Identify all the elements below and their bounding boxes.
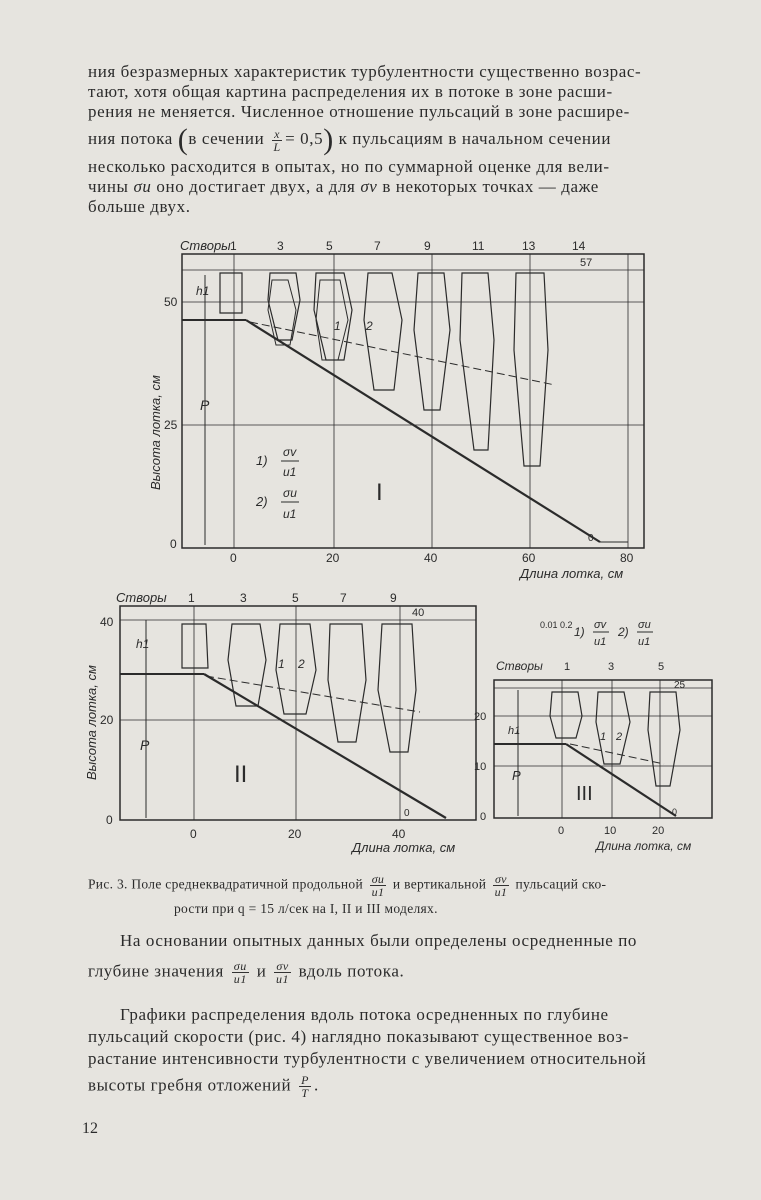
legend-fraction-top: σu [638,619,651,631]
legend-fraction-bottom: u1 [594,636,607,648]
text-line: несколько расходится в опытах, но по суммарной оценке для вели- [88,157,610,177]
y-tick: 0 [170,537,177,551]
section-label: 9 [390,591,397,605]
fraction: $\frac{\sigma u}{u1}$ [371,872,385,899]
x-tick: 0 [230,551,237,565]
curve-2-label: 2 [366,319,373,333]
legend-fraction-bottom: u1 [638,636,651,648]
text-line: ния безразмерных характеристик турбулентности существенно возрас- [88,62,642,81]
section-label: 11 [472,239,485,253]
text-fragment: к пульсациям в начальном сечении [338,129,612,148]
text-line: пульсаций скорости (рис. 4) наглядно показывают существенное воз- [88,1027,629,1046]
y-tick: 50 [164,295,178,309]
section-label: 5 [658,661,665,673]
x-end-mark: 0 [672,807,678,817]
figure-1 [182,254,644,548]
text-line: рения не меняется. Численное отношение пульсаций в зоне расшире- [88,102,630,121]
y-tick: 40 [100,615,114,629]
figure-caption: Рис. 3. Поле среднеквадратичной продольной $\frac{\sigma u}{u1}$ и вертикальной $\frac{\sigma v}{u1}$ пульсаций ско- рости при q = 15 л/сек на I, II и III моделях. [88,873,718,920]
section-label: 3 [277,239,284,253]
text-line: ния потока (в сечении $\frac{x}{L}$ = 0,5) к пульсациям в начальном сечении [88,123,612,157]
x-axis-label: Длина лотка, см [596,839,692,853]
y-tick: 20 [474,711,487,723]
y-axis-label: Высота лотка, см [148,375,163,490]
fraction: $\frac{\sigma u}{u1}$ [233,959,247,986]
section-label: 5 [292,591,299,605]
y-tick: 0 [106,813,113,827]
legend-item: 2) [618,625,629,639]
h1-label: h1 [196,284,210,298]
curve-2-label: 2 [616,731,623,743]
legend-fraction-bottom: u1 [283,507,297,521]
p-label: P [140,737,150,753]
section-label: 5 [326,239,333,253]
figure-2 [120,606,476,820]
text-fragment: = 0,5 [285,129,324,148]
text-fragment: в сечении [188,129,265,148]
section-label: 7 [374,239,381,253]
x-end-mark: 0 [404,808,410,819]
section-label: 1 [188,591,195,605]
curve-1-label: 1 [600,731,607,743]
x-tick: 20 [652,825,665,837]
section-label: 9 [424,239,431,253]
top-mark: 40 [412,607,425,619]
x-axis-label: Длина лотка, см [520,566,624,581]
stvory-label: Створы [116,590,167,605]
y-tick: 10 [474,761,487,773]
legend-fraction-top: σv [594,619,607,631]
x-tick: 40 [424,551,438,565]
x-end-mark: 0 [588,533,594,544]
fraction: $\frac{x}{L}$ [273,126,281,154]
legend-item: 2) [256,494,268,509]
stvory-label: Створы [496,659,543,673]
p-label: P [512,768,521,783]
paragraph-3 [88,1004,718,1099]
text-line: высоты гребня отложений $\frac{P}{T}$ . [88,1073,319,1100]
section-label: 1 [564,661,571,673]
figure-3 [494,680,712,818]
x-tick: 80 [620,551,634,565]
section-label: 13 [522,239,536,253]
y-tick: 20 [100,713,114,727]
legend-fraction-top: σv [283,445,297,459]
text-line: Графики распределения вдоль потока осредненных по глубине [120,1005,609,1024]
fraction: $\frac{\sigma v}{u1}$ [494,872,508,899]
x-tick: 20 [288,827,302,841]
curve-1-label: 1 [334,319,341,333]
section-label: 3 [608,661,615,673]
curve-1-label: 1 [278,657,285,671]
text-line: чины σu оно достигает двух, а для σv в некоторых точках — даже [88,177,599,197]
model-label: II [234,761,248,788]
text-fragment: ния потока [88,129,173,148]
y-tick: 25 [164,418,178,432]
y-axis-label: Высота лотка, см [84,665,99,780]
h1-label: h1 [508,725,521,737]
legend-marks: 0.01 0.2 [540,620,573,630]
paragraph-2 [88,930,718,985]
p-label: P [200,397,210,413]
model-label: III [576,783,593,805]
stvory-label: Створы [180,238,231,253]
x-tick: 0 [558,825,565,837]
model-label: I [376,479,383,506]
section-label: 3 [240,591,247,605]
x-tick: 20 [326,551,340,565]
legend-item: 1) [574,625,585,639]
symbol: σu [133,177,152,197]
text-line: На основании опытных данных были определены осредненные по [120,931,638,950]
text-line: глубине значения $\frac{\sigma u}{u1}$ и $\frac{\sigma v}{u1}$ вдоль потока. [88,959,405,986]
section-label: 14 [572,239,586,253]
page-number: 12 [82,1120,98,1137]
curve-2-label: 2 [298,657,305,671]
x-tick: 0 [190,827,197,841]
x-axis-label: Длина лотка, см [352,840,456,855]
section-label: 1 [230,239,237,253]
y-tick: 0 [480,811,487,823]
x-tick: 40 [392,827,406,841]
h1-label: h1 [136,637,150,651]
top-mark: 57 [580,257,593,269]
text-line: больше двух. [88,197,191,217]
fraction: $\frac{P}{T}$ [301,1073,310,1100]
legend-item: 1) [256,453,268,468]
legend-fraction-top: σu [283,486,297,500]
symbol: σv [360,177,378,197]
caption-line: рости при q = 15 л/сек на I, II и III моделях. [174,901,438,916]
fraction: $\frac{\sigma v}{u1}$ [275,959,290,986]
x-tick: 10 [604,825,617,837]
top-mark: 25 [674,680,686,691]
text-line: растание интенсивности турбулентности с увеличением относительной [88,1049,647,1068]
legend-fraction-bottom: u1 [283,465,297,479]
text-line: тают, хотя общая картина распределения их в потоке в зоне расши- [88,82,613,101]
x-tick: 60 [522,551,536,565]
section-label: 7 [340,591,347,605]
